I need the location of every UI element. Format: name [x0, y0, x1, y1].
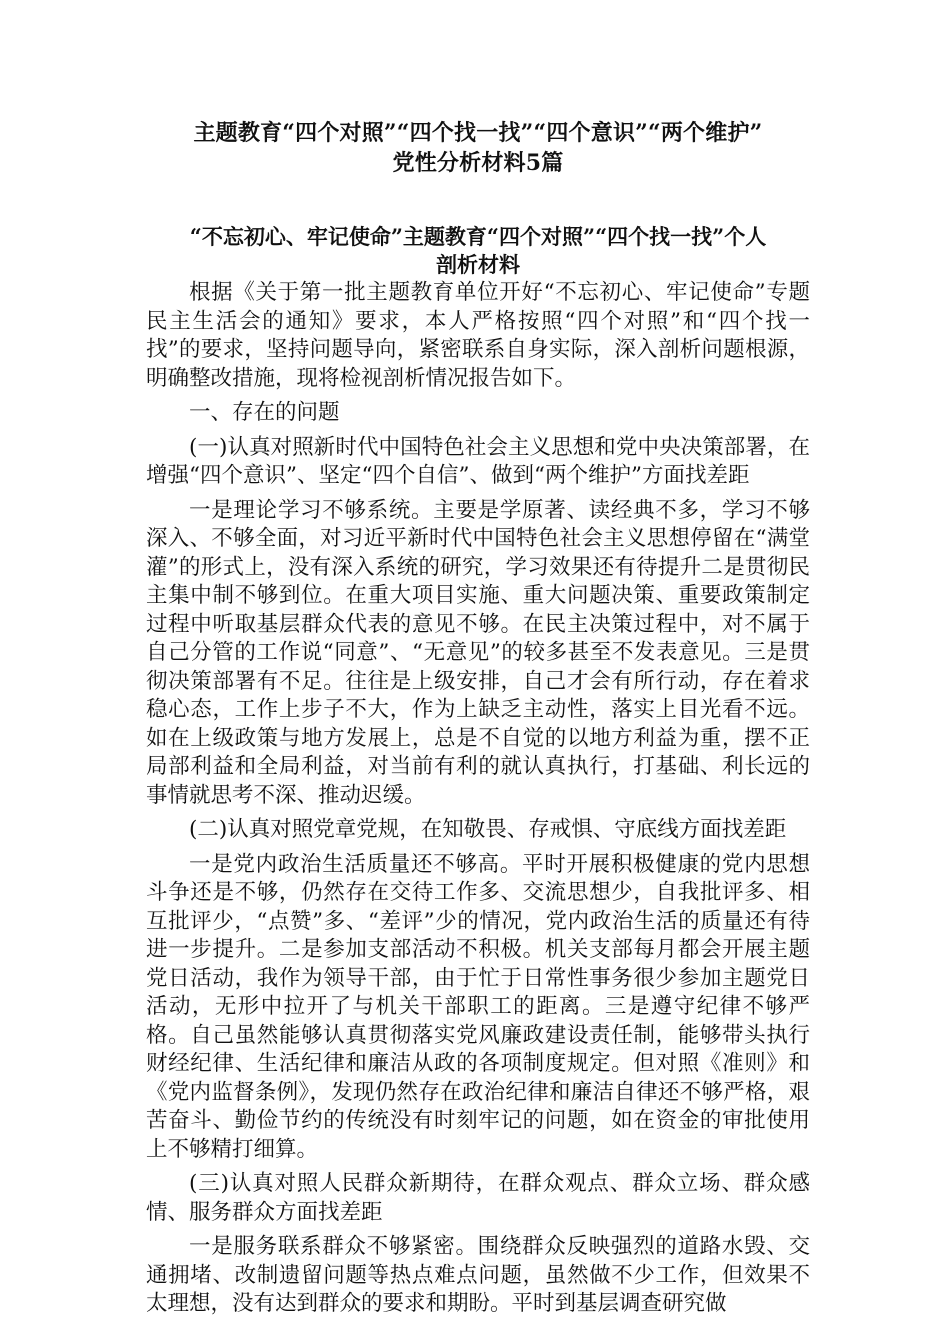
- heading-existing-problems: 一、存在的问题: [189, 400, 340, 425]
- subheading-one: (一)认真对照新时代中国特色社会主义思想和党中央决策部署，在增强“四个意识”、坚定“四个自信”、做到“两个维护”方面找差距: [146, 434, 810, 488]
- section-title-line2: 剖析材料: [436, 252, 520, 277]
- body-paragraph: 一是党内政治生活质量还不够高。平时开展积极健康的党内思想斗争还是不够，仍然存在交待工作多、交流思想少，自我批评多、相互批评少，“点赞”多、“差评”少的情况，党内政治生活的质量还有待进一步提升。二是参加支部活动不积极。机关支部每月都会开展主题党日活动，我作为领导干部，由于忙于日常性事务很少参加主题党日活动，无形中拉开了与机关干部职工的距离。三是遵守纪律不够严格。自己虽然能够认真贯彻落实党风廉政建设责任制，能够带头执行财经纪律、生活纪律和廉洁从政的各项制度规定。但对照《准则》和《党内监督条例》，发现仍然存在政治纪律和廉洁自律还不够严格，艰苦奋斗、勤俭节约的传统没有时刻牢记的问题，如在资金的审批使用上不够精打细算。: [146, 851, 810, 1162]
- body-paragraph: 一是理论学习不够系统。主要是学原著、读经典不多，学习不够深入、不够全面，对习近平新时代中国特色社会主义思想停留在“满堂灌”的形式上，没有深入系统的研究，学习效果还有待提升二是贯彻民主集中制不够到位。在重大项目实施、重大问题决策、重要政策制定过程中听取基层群众代表的意见不够。在民主决策过程中，对不属于自己分管的工作说“同意”、“无意见”的较多甚至不发表意见。三是贯彻决策部署有不足。往往是上级安排，自己才会有所行动，存在着求稳心态，工作上步子不大，作为上缺乏主动性，落实上目光看不远。如在上级政策与地方发展上，总是不自觉的以地方利益为重，摆不正局部利益和全局利益，对当前有利的就认真执行，打基础、利长远的事情就思考不深、推动迟缓。: [146, 497, 811, 808]
- body-paragraph: 一是服务联系群众不够紧密。围绕群众反映强烈的道路水毁、交通拥堵、改制遗留问题等热点难点问题，虽然做不少工作，但效果不太理想，没有达到群众的要求和期盼。平时到基层调查研究做: [146, 1234, 810, 1316]
- document-page: [146, 118, 810, 1319]
- intro-paragraph: 根据《关于第一批主题教育单位开好“不忘初心、牢记使命”专题民主生活会的通知》要求，本人严格按照“四个对照”和“四个找一找”的要求，坚持问题导向，紧密联系自身实际，深入剖析问题根源，明确整改措施，现将检视剖析情况报告如下。: [146, 280, 810, 391]
- section-title-line1: “不忘初心、牢记使命”主题教育“四个对照”“四个找一找”个人: [189, 224, 767, 249]
- subheading-three: (三)认真对照人民群众新期待，在群众观点、群众立场、群众感情、服务群众方面找差距: [146, 1171, 810, 1225]
- document-title-line2: 党性分析材料5篇: [392, 150, 564, 176]
- subheading-two: (二)认真对照党章党规，在知敬畏、存戒惧、守底线方面找差距: [189, 817, 787, 842]
- document-title-line1: 主题教育“四个对照”“四个找一找”“四个意识”“两个维护”: [193, 120, 763, 146]
